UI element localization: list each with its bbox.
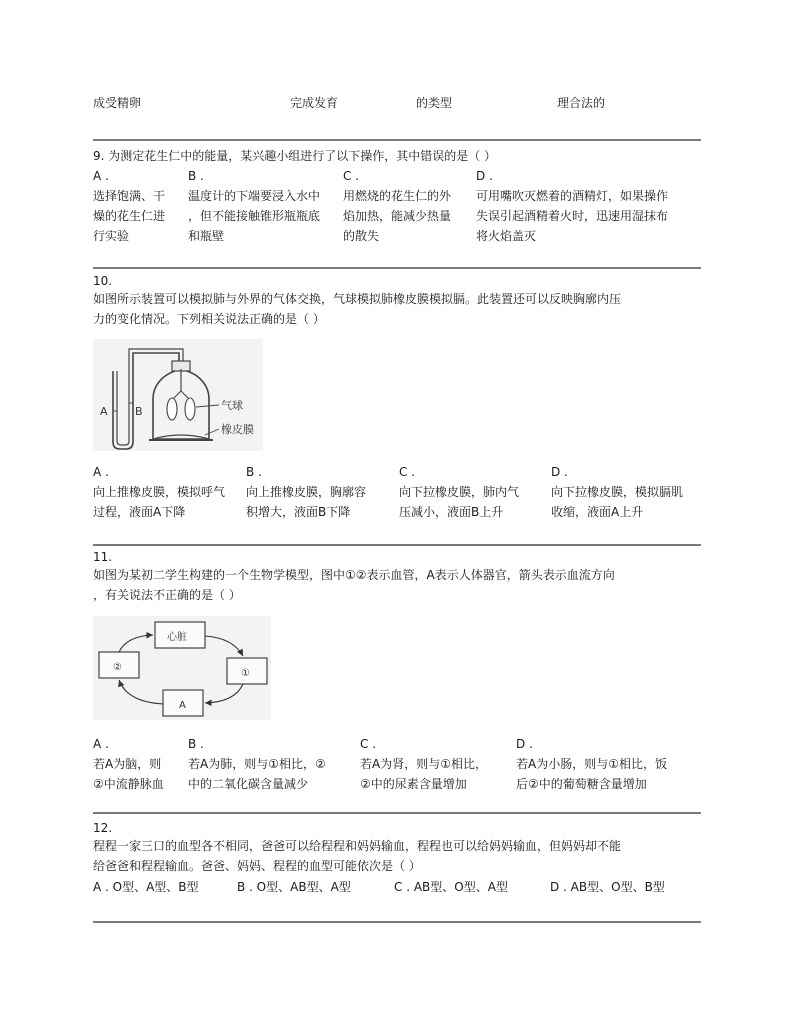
top-fragment-4: 理合法的 [557, 96, 606, 110]
option-text: 向上推橡皮膜，胸廓容 积增大，液面B下降 [246, 485, 367, 519]
q10-option-b[interactable] [246, 462, 396, 522]
q12-number: 12. [93, 821, 113, 835]
top-fragment-3: 的类型 [416, 96, 453, 110]
heart-label: 心脏 [167, 632, 187, 643]
option-text: 用燃烧的花生仁的外 焰加热，能减少热量 的散失 [343, 189, 452, 243]
option-label: D . [516, 737, 533, 751]
option-label: A . [93, 465, 109, 479]
q11-option-c[interactable] [360, 734, 515, 794]
option-label: C . [343, 169, 360, 183]
q10-option-a[interactable] [93, 462, 243, 522]
option-label: C . [360, 737, 377, 751]
q10-option-d[interactable] [551, 462, 706, 522]
option-text: 若A为小肠，则与①相比，饭 后②中的葡萄糖含量增加 [516, 757, 667, 791]
q11-option-a[interactable] [93, 734, 185, 794]
q11-circulation-figure [93, 616, 271, 720]
q12-stem-line2: 给爸爸和程程输血。爸爸、妈妈、程程的血型可能依次是（ ） [93, 859, 421, 873]
q9-option-d[interactable] [476, 166, 701, 246]
option-text: 向下拉橡皮膜，肺内气 压减小，液面B上升 [399, 485, 520, 519]
q12-option-d[interactable]: D . AB型、O型、B型 [550, 880, 665, 894]
option-label: D . [551, 465, 568, 479]
option-label: D . [476, 169, 493, 183]
option-text: 可用嘴吹灭燃着的酒精灯，如果操作 失误引起酒精着火时，迅速用湿抹布 将火焰盖灭 [476, 189, 669, 243]
q12-option-b[interactable]: B . O型、AB型、A型 [237, 880, 351, 894]
lung-model-diagram [93, 339, 263, 451]
option-text: 温度计的下端要浸入水中 ，但不能接触锥形瓶瓶底 和瓶壁 [188, 189, 321, 243]
q10-stem-line1: 如图所示装置可以模拟肺与外界的气体交换，气球模拟肺橡皮膜模拟膈。此装置还可以反映胸廓内压 [93, 292, 622, 306]
circulation-model-diagram [93, 616, 271, 720]
option-text: 若A为脑，则 ②中流静脉血 [93, 757, 164, 791]
vessel-1-label: ① [241, 668, 250, 679]
top-fragment-1: 成受精卵 [93, 96, 142, 110]
option-label: A . [93, 169, 109, 183]
q10-lung-model-figure [93, 339, 263, 451]
divider-5 [93, 921, 701, 923]
tube-label-a: A [100, 405, 108, 418]
top-fragment-2: 完成发育 [290, 96, 339, 110]
q9-option-a[interactable] [93, 166, 183, 246]
q9-option-b[interactable] [188, 166, 338, 246]
tube-label-b: B [135, 405, 143, 418]
organ-a-label: A [179, 700, 186, 711]
membrane-label: 橡皮膜 [221, 423, 254, 436]
option-text: 若A为肺，则与①相比，② 中的二氧化碳含量减少 [188, 757, 326, 791]
divider-4 [93, 812, 701, 814]
option-label: A . [93, 737, 109, 751]
q11-stem-line2: ，有关说法不正确的是（ ） [93, 588, 241, 602]
option-text: 若A为肾，则与①相比， ②中的尿素含量增加 [360, 757, 487, 791]
q11-number: 11. [93, 550, 113, 564]
divider-2 [93, 267, 701, 269]
q12-stem-line1: 程程一家三口的血型各不相同，爸爸可以给程程和妈妈输血，程程也可以给妈妈输血，但妈妈却不能 [93, 839, 622, 853]
q11-stem-line1: 如图为某初二学生构建的一个生物学模型，图中①②表示血管，A表示人体器官，箭头表示血流方向 [93, 568, 615, 582]
q9-option-c[interactable] [343, 166, 473, 246]
q11-option-d[interactable] [516, 734, 701, 794]
q10-option-c[interactable] [399, 462, 549, 522]
option-label: B . [246, 465, 262, 479]
option-text: 向上推橡皮膜，模拟呼气 过程，液面A下降 [93, 485, 226, 519]
q12-option-a[interactable]: A . O型、A型、B型 [93, 880, 199, 894]
q10-stem-line2: 力的变化情况。下列相关说法正确的是（ ） [93, 312, 325, 326]
option-text: 选择饱满、干 燥的花生仁进 行实验 [93, 189, 166, 243]
divider-1 [93, 139, 701, 141]
q11-option-b[interactable] [188, 734, 358, 794]
option-label: B . [188, 169, 204, 183]
balloon-label: 气球 [221, 399, 243, 412]
divider-3 [93, 544, 701, 546]
q10-number: 10. [93, 274, 113, 288]
option-label: C . [399, 465, 416, 479]
vessel-2-label: ② [113, 662, 122, 673]
option-text: 向下拉橡皮膜，模拟膈肌 收缩，液面A上升 [551, 485, 684, 519]
q12-option-c[interactable]: C . AB型、O型、A型 [394, 880, 508, 894]
option-label: B . [188, 737, 204, 751]
q9-stem: 9. 为测定花生仁中的能量，某兴趣小组进行了以下操作，其中错误的是（ ） [93, 149, 497, 163]
